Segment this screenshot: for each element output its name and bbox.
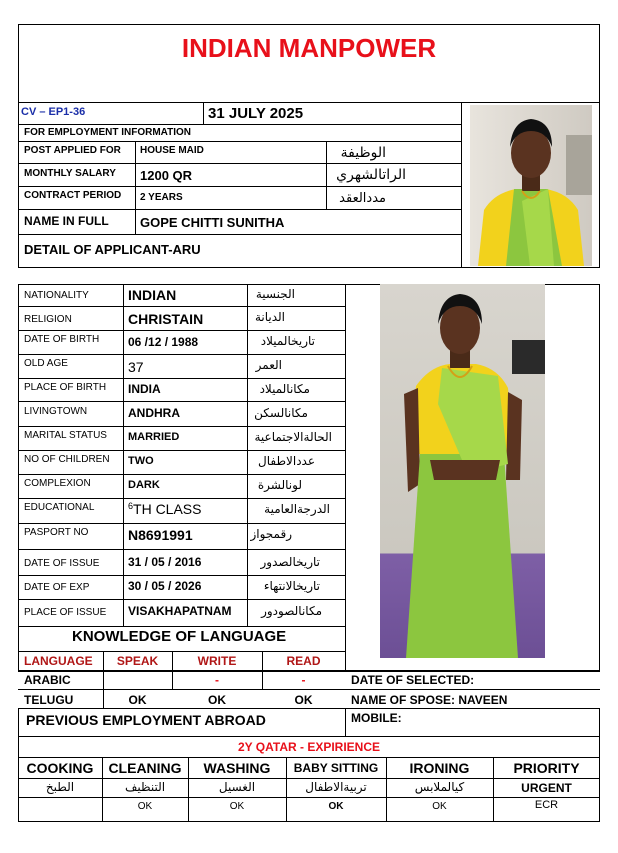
date-of-exp-arabic: تاريخالانتهاء xyxy=(263,579,320,593)
skill-baby-sitting: BABY SITTING xyxy=(293,761,379,775)
skill-washing: WASHING xyxy=(203,760,271,776)
applicant-detail-heading: DETAIL OF APPLICANT-ARU xyxy=(24,242,201,257)
language-col-language: LANGUAGE xyxy=(24,654,93,668)
skill-cooking: COOKING xyxy=(26,760,94,776)
language-col-write: WRITE xyxy=(197,654,237,668)
old-age-label: OLD AGE xyxy=(24,358,68,369)
date-of-birth-value: 06 /12 / 1988 xyxy=(128,335,199,349)
skill-priority: PRIORITY xyxy=(513,760,580,776)
language-heading: KNOWLEDGE OF LANGUAGE xyxy=(72,628,287,645)
old-age-arabic: العمر xyxy=(255,358,282,372)
portrait-figure xyxy=(470,105,592,266)
language-arabic: ARABIC xyxy=(24,673,71,687)
passport-no-arabic: رقمجواز xyxy=(250,527,292,541)
nationality-label: NATIONALITY xyxy=(24,290,89,301)
contract-period-label: CONTRACT PERIOD xyxy=(24,190,122,201)
date-of-issue-label: DATE OF ISSUE xyxy=(24,558,100,569)
monthly-salary-arabic: الراتالشهري xyxy=(336,167,406,183)
spouse-name: NAME OF SPOSE: NAVEEN xyxy=(351,693,508,707)
educational-value-sup: 6 xyxy=(128,501,134,511)
skill-cooking-arabic: الطبخ xyxy=(45,780,75,794)
language-telugu-read: OK xyxy=(294,693,313,707)
nationality-value: INDIAN xyxy=(128,287,177,303)
religion-value: CHRISTAIN xyxy=(128,311,204,327)
date-of-issue-value: 31 / 05 / 2016 xyxy=(128,555,202,569)
date-of-birth-label: DATE OF BIRTH xyxy=(24,334,100,345)
livingtown-arabic: مكانالسكن xyxy=(254,406,308,420)
language-col-read: READ xyxy=(286,654,321,668)
language-col-speak: SPEAK xyxy=(116,654,159,668)
passport-no-label: PASPORT NO xyxy=(24,527,89,538)
portrait-photo xyxy=(470,105,592,266)
post-applied-arabic: الوظيفة xyxy=(340,145,386,161)
place-of-birth-arabic: مكانالميلاد xyxy=(259,382,310,396)
contract-period-value: 2 YEARS xyxy=(140,192,183,203)
full-body-photo xyxy=(380,284,545,658)
place-of-issue-label: PLACE OF ISSUE xyxy=(24,607,107,618)
place-of-birth-value: INDIA xyxy=(128,382,161,396)
nationality-arabic: الجنسية xyxy=(255,287,295,301)
passport-no-value: N8691991 xyxy=(128,527,193,543)
full-body-figure xyxy=(380,284,545,658)
page-title: INDIAN MANPOWER xyxy=(181,33,437,63)
marital-status-label: MARITAL STATUS xyxy=(24,430,107,441)
no-of-children-arabic: عددالاطفال xyxy=(258,454,315,468)
document-date: 31 JULY 2025 xyxy=(208,105,304,122)
language-telugu-write: OK xyxy=(208,693,226,707)
date-of-issue-arabic: تاريخالصدور xyxy=(260,555,320,569)
date-of-exp-value: 30 / 05 / 2026 xyxy=(128,579,202,593)
language-arabic-write: - xyxy=(215,673,219,687)
educational-value: TH CLASS xyxy=(133,501,202,517)
marital-status-value: MARRIED xyxy=(128,431,180,443)
religion-arabic: الديانة xyxy=(254,310,285,324)
monthly-salary-label: MONTHLY SALARY xyxy=(24,168,116,179)
skill-ironing-value: OK xyxy=(432,801,447,812)
no-of-children-label: NO OF CHILDREN xyxy=(24,454,110,465)
religion-label: RELIGION xyxy=(24,314,72,325)
name-in-full-value: GOPE CHITTI SUNITHA xyxy=(140,215,285,230)
priority-ecr: ECR xyxy=(534,799,559,811)
date-of-selected: DATE OF SELECTED: xyxy=(351,673,475,687)
no-of-children-value: TWO xyxy=(128,455,154,467)
name-in-full-label: NAME IN FULL xyxy=(24,214,109,228)
language-arabic-read: - xyxy=(301,673,306,687)
contract-period-arabic: مددالعقد xyxy=(339,191,386,206)
educational-label: EDUCATIONAL xyxy=(24,502,95,513)
priority-urgent: URGENT xyxy=(521,781,572,795)
skill-cleaning-value: OK xyxy=(137,801,153,812)
post-applied-label: POST APPLIED FOR xyxy=(24,145,121,156)
complexion-value: DARK xyxy=(128,479,160,491)
experience-text: 2Y QATAR - EXPIRIENCE xyxy=(237,740,381,754)
livingtown-label: LIVINGTOWN xyxy=(24,406,88,417)
skill-baby-sitting-value: OK xyxy=(328,801,344,812)
complexion-label: COMPLEXION xyxy=(24,478,91,489)
post-applied-value: HOUSE MAID xyxy=(140,145,204,156)
date-of-exp-label: DATE OF EXP xyxy=(24,582,90,593)
date-of-birth-arabic: تاريخالميلاد xyxy=(260,334,315,348)
monthly-salary-value: 1200 QR xyxy=(140,168,193,183)
employment-info-heading: FOR EMPLOYMENT INFORMATION xyxy=(24,127,192,138)
place-of-issue-value: VISAKHAPATNAM xyxy=(128,604,232,618)
complexion-arabic: لونالشرة xyxy=(257,478,302,492)
skill-ironing-arabic: كيالملابس xyxy=(414,780,465,794)
educational-arabic: الدرجةالعامية xyxy=(264,502,330,516)
mobile-label: MOBILE: xyxy=(351,711,402,725)
skill-washing-value: OK xyxy=(229,801,245,812)
cv-code: CV – EP1-36 xyxy=(21,106,86,118)
language-telugu: TELUGU xyxy=(24,693,74,707)
skill-cleaning: CLEANING xyxy=(108,760,182,776)
skill-ironing: IRONING xyxy=(409,760,470,776)
place-of-birth-label: PLACE OF BIRTH xyxy=(24,382,107,393)
skill-washing-arabic: الغسيل xyxy=(218,780,256,794)
marital-status-arabic: الحالةالاجتماعية xyxy=(254,430,332,444)
old-age-value: 37 xyxy=(128,359,144,375)
skill-baby-sitting-arabic: تربيةالاطفال xyxy=(305,780,367,794)
educational-value-wrap xyxy=(128,502,201,516)
language-telugu-speak: OK xyxy=(128,693,147,707)
previous-employment-heading: PREVIOUS EMPLOYMENT ABROAD xyxy=(26,712,266,728)
place-of-issue-arabic: مكانالصودور xyxy=(261,604,322,618)
livingtown-value: ANDHRA xyxy=(128,406,180,420)
skill-cleaning-arabic: التنظيف xyxy=(124,780,166,794)
